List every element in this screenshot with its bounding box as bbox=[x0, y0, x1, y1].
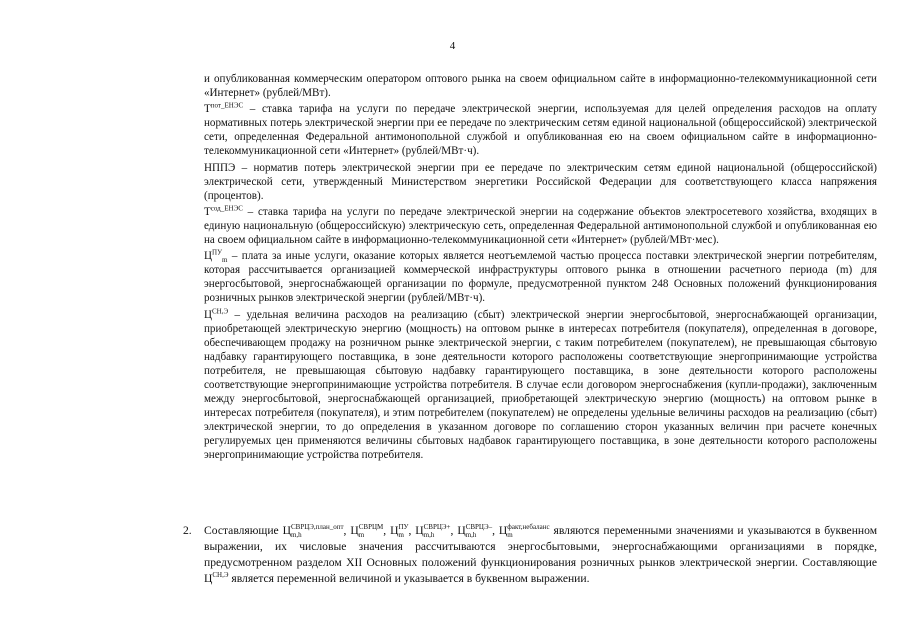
paragraph-ts-sn-e bbox=[204, 308, 877, 463]
symbol-superscript: СВРЦЭ,план_опт bbox=[290, 523, 344, 532]
paragraph-continuation: и опубликованная коммерческим оператором оптового рынка на своем официальном сайте в информационно-телекоммуникационной сети «Интернет» (рублей/МВт). bbox=[204, 73, 877, 100]
symbol-index-stack bbox=[424, 523, 451, 539]
symbol-separator: , bbox=[450, 524, 458, 537]
document-body bbox=[204, 72, 877, 464]
list-item-number: 2. bbox=[183, 524, 192, 537]
list-item-text: являются переменными значениями и указываются в буквенном выражении, их числовые значения рассчитываются энергосбытовыми, энергоснабжающими организациями в порядке, предусмотренном разделом XII Основных положений функционирования розничных рынков электрической энергии. Составляющие bbox=[204, 524, 878, 570]
symbol-superscript: СВРЦЭ+ bbox=[423, 523, 451, 532]
symbol-index-stack bbox=[507, 523, 549, 539]
symbol-superscript: факт,небаланс bbox=[507, 523, 550, 532]
symbol-base: Ц bbox=[498, 524, 508, 537]
symbol-superscript: СН,Э bbox=[212, 571, 229, 580]
symbol-base: Ц bbox=[204, 250, 213, 263]
symbol-item-2-2 bbox=[350, 523, 383, 539]
symbol-subscript: m bbox=[507, 531, 513, 540]
symbol-index-stack bbox=[466, 523, 492, 539]
symbol-item-2-3 bbox=[390, 523, 408, 539]
symbol-base: Т bbox=[204, 103, 211, 116]
paragraph-text: – удельная величина расходов на реализацию (сбыт) электрической энергии энергосбытовой, энергоснабжающей организации, приобретающей электрическую энергию (мощность) на оптовом рынке в интересах потребителя (покупателя), определенная в договоре, обеспечивающем продажу на розничном рынке электрической энергии, с таким потребителем (покупателем), не превышающая сбытовую надбавку гарантирующего поставщика, в зоне деятельности которого расположены соответствующие энергопринимающие устройства потребителя, не превышающая сбытовую надбавку гарантирующего поставщика, в зоне деятельности которого расположены соответствующие энергопринимающие устройства потребителя. В случае если договором энергоснабжения (купли-продажи), заключенным между энергосбытовой, энергоснабжающей организацией, приобретающей электрическую энергию (мощность) на оптовом рынке в интересах потребителя (покупателя), и этим потребителем (покупателем) не определены удельные величины расходов на реализацию (сбыт) электрической энергии, то до определения в указанном договоре по соглашению сторон указанных величин при расчете конечных регулируемых цен применяются величины сбытовых надбавок гарантирующего поставщика, в зоне деятельности которого расположены энергопринимающие устройства потребителя. bbox=[204, 308, 877, 462]
symbol-item-2-6 bbox=[499, 523, 550, 539]
page-number: 4 bbox=[449, 40, 456, 52]
symbol-superscript: сод_ЕНЭС bbox=[210, 204, 243, 213]
symbol-index-stack bbox=[359, 523, 384, 539]
symbol-base: Ц bbox=[282, 524, 291, 537]
paragraph-t-sod-enes bbox=[204, 205, 877, 247]
symbol-superscript: СВРЦЭ– bbox=[465, 523, 493, 532]
symbol-subscript: m,h bbox=[465, 531, 477, 540]
paragraph-t-pot-enes bbox=[204, 102, 877, 158]
symbol-index-stack bbox=[291, 523, 344, 539]
symbol-ts-sn-e bbox=[204, 571, 228, 587]
symbol-base: Ц bbox=[457, 524, 466, 537]
symbol-subscript: m bbox=[398, 531, 404, 540]
symbol-base: Ц bbox=[415, 524, 424, 537]
list-item-text-end: является переменной величиной и указывается в буквенном выражении. bbox=[228, 572, 590, 586]
symbol-separator: , bbox=[408, 524, 416, 537]
symbol-separator: , bbox=[492, 524, 499, 537]
symbol-base: Ц bbox=[204, 308, 213, 321]
list-item-2 bbox=[183, 523, 877, 587]
symbol-item-2-4 bbox=[415, 523, 450, 539]
paragraph-ts-pu bbox=[204, 249, 877, 305]
symbol-superscript: СН,Э bbox=[212, 306, 229, 315]
symbol-subscript: m bbox=[222, 256, 228, 265]
symbol-separator: , bbox=[383, 524, 391, 537]
symbol-base: Ц bbox=[390, 524, 399, 537]
symbol-superscript: пот_ЕНЭС bbox=[210, 101, 244, 110]
symbol-base: Ц bbox=[350, 524, 359, 537]
symbol-superscript: СВРЦМ bbox=[358, 523, 384, 532]
symbol-subscript: m bbox=[358, 531, 365, 540]
symbol-separator: , bbox=[343, 524, 351, 537]
symbol-sequence bbox=[282, 523, 554, 540]
symbol-subscript: m,h bbox=[290, 531, 302, 540]
symbol-index-stack bbox=[398, 523, 408, 539]
list-item-lead: Составляющие bbox=[204, 524, 283, 537]
symbol-base: Т bbox=[204, 205, 211, 218]
symbol-item-2-1 bbox=[283, 523, 344, 539]
symbol-superscript: ПУ bbox=[212, 248, 223, 257]
list-item-body bbox=[204, 523, 877, 587]
symbol-base: Ц bbox=[204, 572, 213, 586]
symbol-subscript: m,h bbox=[423, 531, 435, 540]
symbol-item-2-5 bbox=[457, 523, 492, 539]
paragraph-text: – ставка тарифа на услуги по передаче электрической энергии на содержание объектов электросетевого хозяйства, входящих в единую национальную (общероссийскую) электрическую сеть, определенная Федеральной антимонопольной службой и опубликованная ею на своем официальном сайте в информационно-телекоммуникационной сети «Интернет» (рублей/МВт·мес). bbox=[204, 205, 877, 247]
paragraph-text: – ставка тарифа на услуги по передаче электрической энергии, используемая для целей определения расходов на оплату нормативных потерь электрической энергии при ее передаче по электрическим сетям единой национальной (общероссийской) электрической сети, определенная Федеральной антимонопольной службой и опубликованная ею на своем официальном сайте в информационно-телекоммуникационной сети «Интернет» (рублей/МВт·ч). bbox=[204, 103, 877, 158]
symbol-superscript: ПУ bbox=[398, 523, 409, 532]
paragraph-nppe: НППЭ – норматив потерь электрической энергии при ее передаче по электрическим сетям единой национальной (общероссийской) электрической сети, утвержденный Министерством энергетики Российской Федерации для соответствующего класса напряжения (процентов). bbox=[204, 161, 877, 202]
paragraph-text: – плата за иные услуги, оказание которых является неотъемлемой частью процесса поставки электрической энергии потребителям, которая рассчитывается организацией коммерческой инфраструктуры оптового рынка в отношении расчетного периода (m) для энергосбытовой, энергоснабжающей организации по формуле, предусмотренной пунктом 248 Основных положений функционирования розничных рынков электрической энергии (рублей/МВт·ч). bbox=[204, 250, 877, 305]
